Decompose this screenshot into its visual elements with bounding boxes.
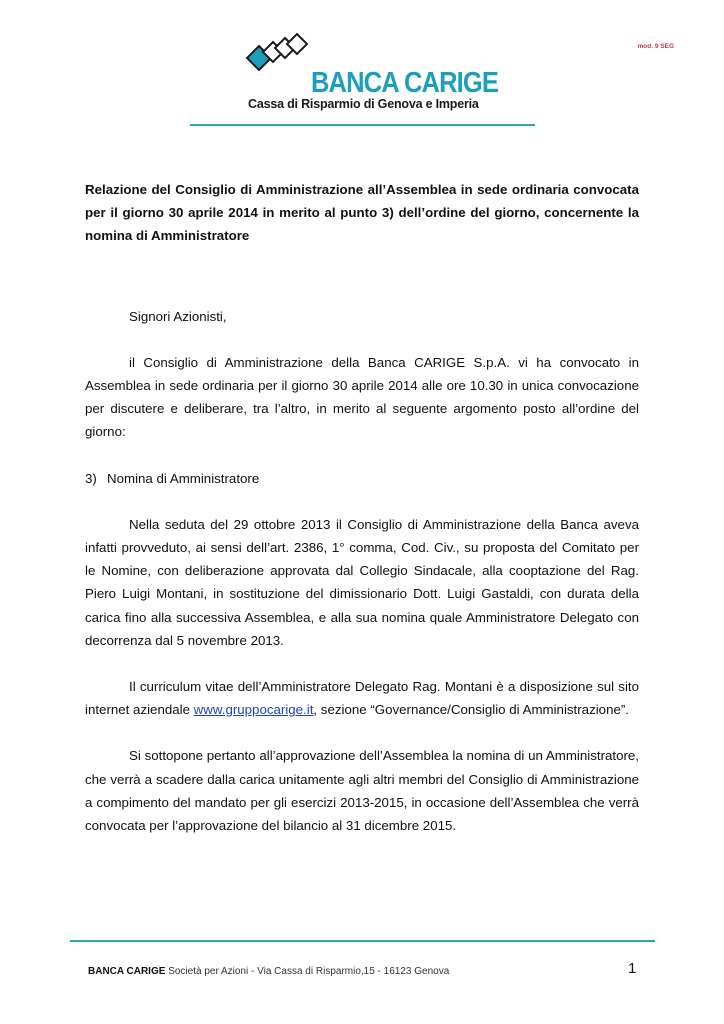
- footer-divider: [70, 940, 655, 942]
- greeting: Signori Azionisti,: [129, 308, 227, 324]
- curriculum-text-end: , sezione “Governance/Consiglio di Amministrazione”.: [313, 702, 629, 718]
- agenda-item-label: Nomina di Amministratore: [107, 470, 260, 486]
- agenda-item: [85, 467, 639, 490]
- bank-logo: [243, 32, 498, 120]
- document-title: Relazione del Consiglio di Amministrazione all’Assemblea in sede ordinaria convocata per il giorno 30 aprile 2014 in merito al punto 3) dell’ordine del giorno, concernente la nomina di Amministratore: [85, 182, 639, 244]
- brand-subtitle: Cassa di Risparmio di Genova e Imperia: [248, 97, 479, 111]
- form-code: mod. 9 SEG: [637, 43, 674, 50]
- page-number: 1: [628, 960, 637, 977]
- footer-address: [88, 966, 449, 977]
- paragraph-proposal: Si sottopone pertanto all’approvazione dell’Assemblea la nomina di un Amministratore, che verrà a scadere dalla carica unitamente agli altri membri del Consiglio di Amministrazione a compimento del mandato per gli esercizi 2013-2015, in occasione dell’Assemblea che verrà convocata per l’approvazione del bilancio al 31 dicembre 2015.: [85, 748, 639, 834]
- footer-company: BANCA CARIGE: [88, 966, 166, 977]
- document-body: [85, 178, 639, 837]
- paragraph-cooptation: Nella seduta del 29 ottobre 2013 il Consiglio di Amministrazione della Banca aveva infatti provveduto, ai sensi dell’art. 2386, 1° comma, Cod. Civ., su proposta del Comitato per le Nomine, con deliberazione approvata dal Collegio Sindacale, alla cooptazione del Rag. Piero Luigi Montani, in sostituzione del dimissionario Dott. Luigi Gastaldi, con durata della carica fino alla successiva Assemblea, e alla sua nomina quale Amministratore Delegato con decorrenza dal 5 novembre 2013.: [85, 516, 639, 648]
- website-link[interactable]: www.gruppocarige.it: [193, 702, 314, 718]
- header-divider: [190, 124, 535, 126]
- brand-name: BANCA CARIGE: [311, 67, 498, 99]
- paragraph-curriculum: [85, 675, 639, 721]
- curriculum-text: Il curriculum vitae dell’Amministratore Delegato Rag. Montani è a disposizione sul sito internet aziendale: [85, 679, 639, 718]
- paragraph-convocation: il Consiglio di Amministrazione della Banca CARIGE S.p.A. vi ha convocato in Assemblea in sede ordinaria per il giorno 30 aprile 2014 alle ore 10.30 in unica convocazione per discutere e deliberare, tra l’altro, in merito al seguente argomento posto all’ordine del giorno:: [85, 354, 639, 440]
- agenda-item-number: 3): [85, 470, 97, 486]
- footer-address-text: Società per Azioni - Via Cassa di Risparmio,15 - 16123 Genova: [165, 966, 450, 977]
